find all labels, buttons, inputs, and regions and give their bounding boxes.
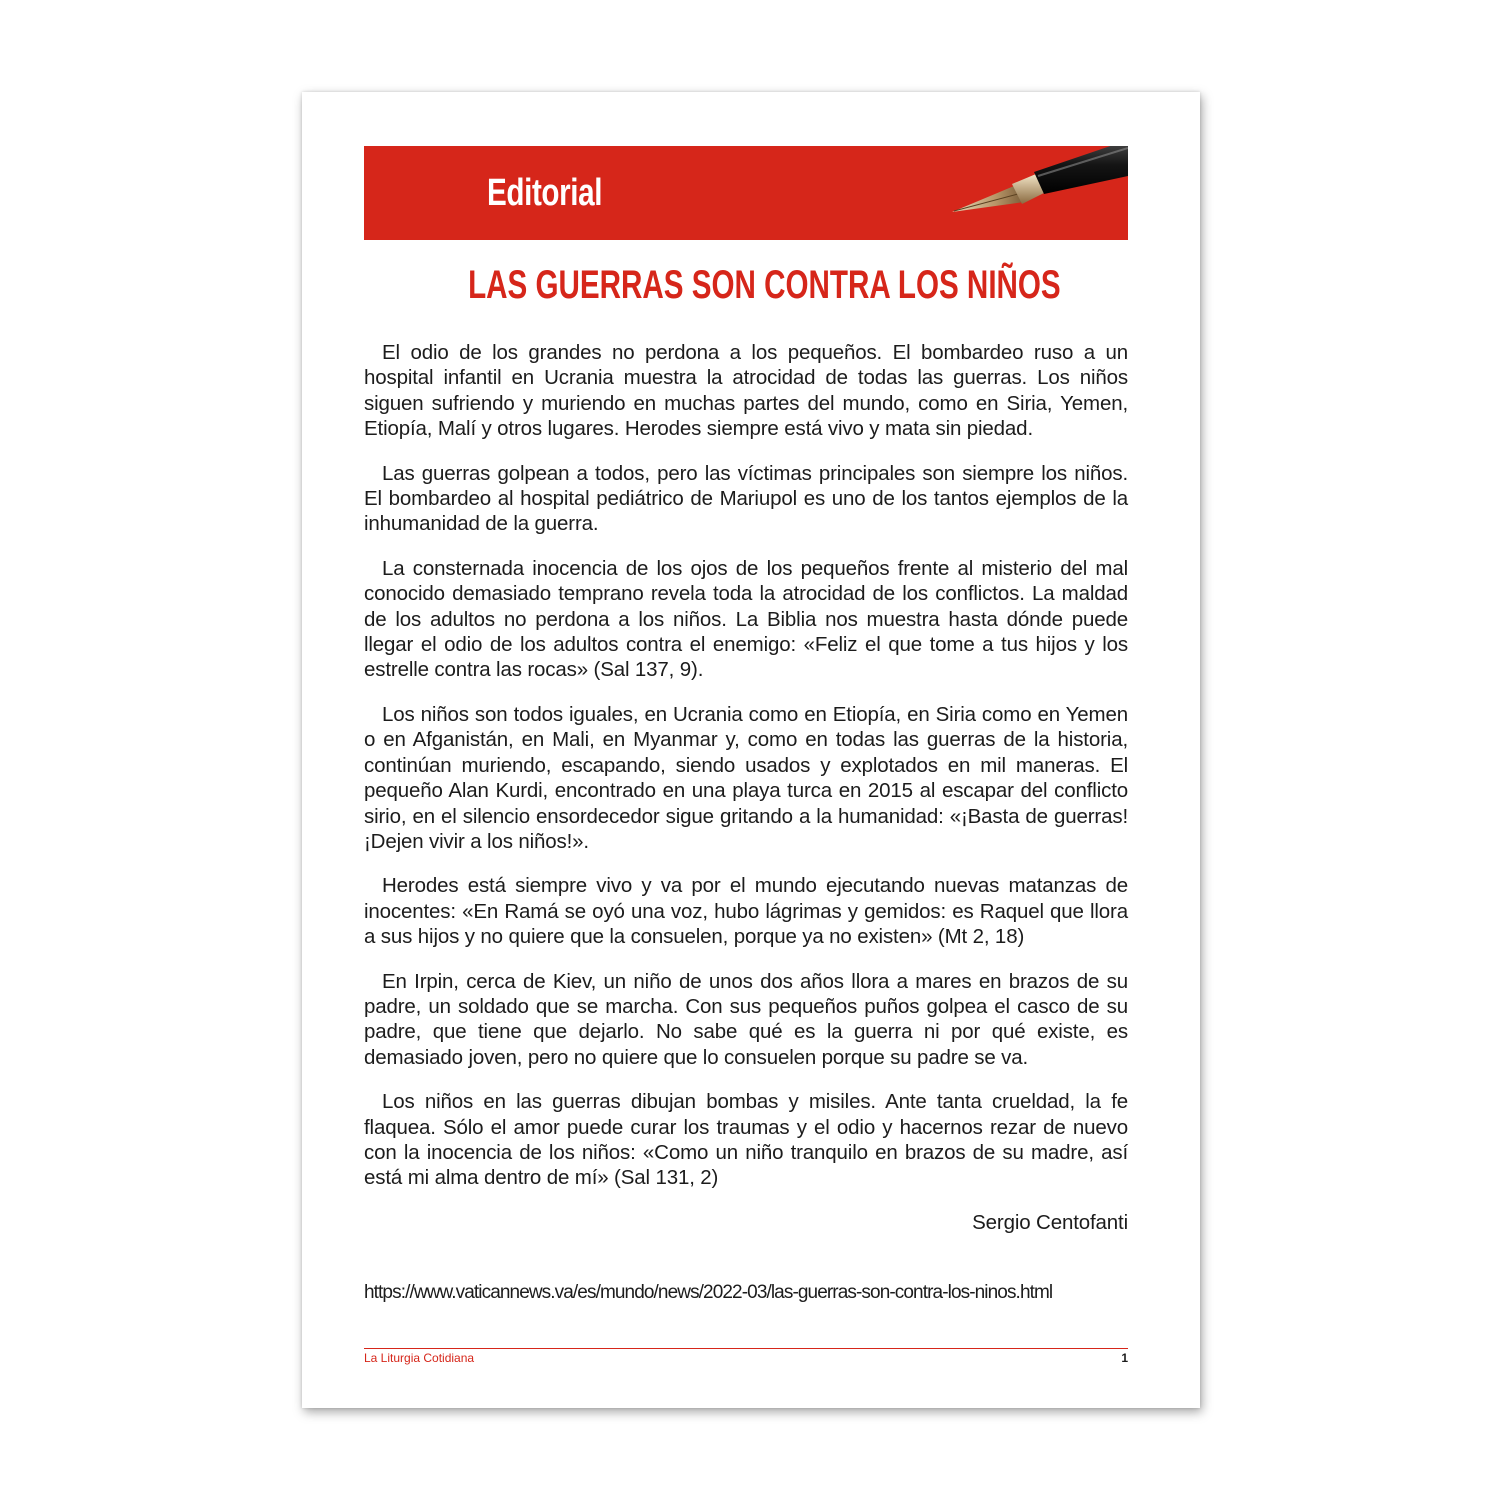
fountain-pen-icon: [944, 146, 1128, 240]
paragraph: Las guerras golpean a todos, pero las víctimas principales son siempre los niños. El bombardeo al hospital pediátrico de Mariupol es uno de los tantos ejemplos de la inhumanidad de la guerra.: [364, 461, 1128, 536]
headline-text: LAS GUERRAS SON CONTRA LOS NIÑOS: [468, 263, 1061, 307]
document-page: [302, 92, 1200, 1408]
source-url: https://www.vaticannews.va/es/mundo/news/2022-03/las-guerras-son-contra-los-ninos.html: [364, 1282, 1053, 1303]
paragraph: La consternada inocencia de los ojos de los pequeños frente al misterio del mal conocido demasiado temprano revela toda la atrocidad de los conflictos. La maldad de los adultos no perdona a los niños. La Biblia nos muestra hasta dónde puede llegar el odio de los adultos contra el enemigo: «Feliz el que tome a tus hijos y los estrelle contra las rocas» (Sal 137, 9).: [364, 556, 1128, 682]
editorial-banner: [364, 146, 1128, 240]
paragraph: En Irpin, cerca de Kiev, un niño de unos dos años llora a mares en brazos de su padre, un soldado que se marcha. Con sus pequeños puños golpea el casco de su padre, que tiene que dejarlo. No sabe qué es la guerra ni por qué existe, es demasiado joven, pero no quiere que lo consuelen porque su padre se va.: [364, 969, 1128, 1069]
paragraph: El odio de los grandes no perdona a los pequeños. El bombardeo ruso a un hospital infantil en Ucrania muestra la atrocidad de todas las guerras. Los niños siguen sufriendo y muriendo en muchas partes del mundo, como en Siria, Yemen, Etiopía, Malí y otros lugares. Herodes siempre está vivo y mata sin piedad.: [364, 341, 1128, 441]
article-body: [364, 340, 1128, 1235]
footer-divider: [364, 1348, 1128, 1349]
banner-label: Editorial: [487, 172, 603, 214]
paragraph: Herodes está siempre vivo y va por el mundo ejecutando nuevas matanzas de inocentes: «En Ramá se oyó una voz, hubo lágrimas y gemidos: es Raquel que llora a sus hijos y no quiere que la consuelen, porque ya no existen» (Mt 2, 18): [364, 874, 1128, 949]
publication-name: La Liturgia Cotidiana: [364, 1351, 475, 1365]
author-signature: Sergio Centofanti: [972, 1210, 1128, 1234]
paragraph: Los niños en las guerras dibujan bombas y misiles. Ante tanta crueldad, la fe flaquea. Sólo el amor puede curar los traumas y el odio y hacernos rezar de nuevo con la inocencia de los niños: «Como un niño tranquilo en brazos de su madre, así está mi alma dentro de mí» (Sal 131, 2): [364, 1090, 1128, 1190]
page-number: 1: [1121, 1351, 1128, 1365]
paragraph: Los niños son todos iguales, en Ucrania como en Etiopía, en Siria como en Yemen o en Afganistán, en Mali, en Myanmar y, como en todas las guerras de la historia, continúan muriendo, escapando, siendo usados y explotados en mil maneras. El pequeño Alan Kurdi, encontrado en una playa turca en 2015 al escapar del conflicto sirio, en el silencio ensordecedor sigue gritando a la humanidad: «¡Basta de guerras! ¡Dejen vivir a los niños!».: [364, 702, 1128, 853]
headline: [364, 260, 1128, 310]
